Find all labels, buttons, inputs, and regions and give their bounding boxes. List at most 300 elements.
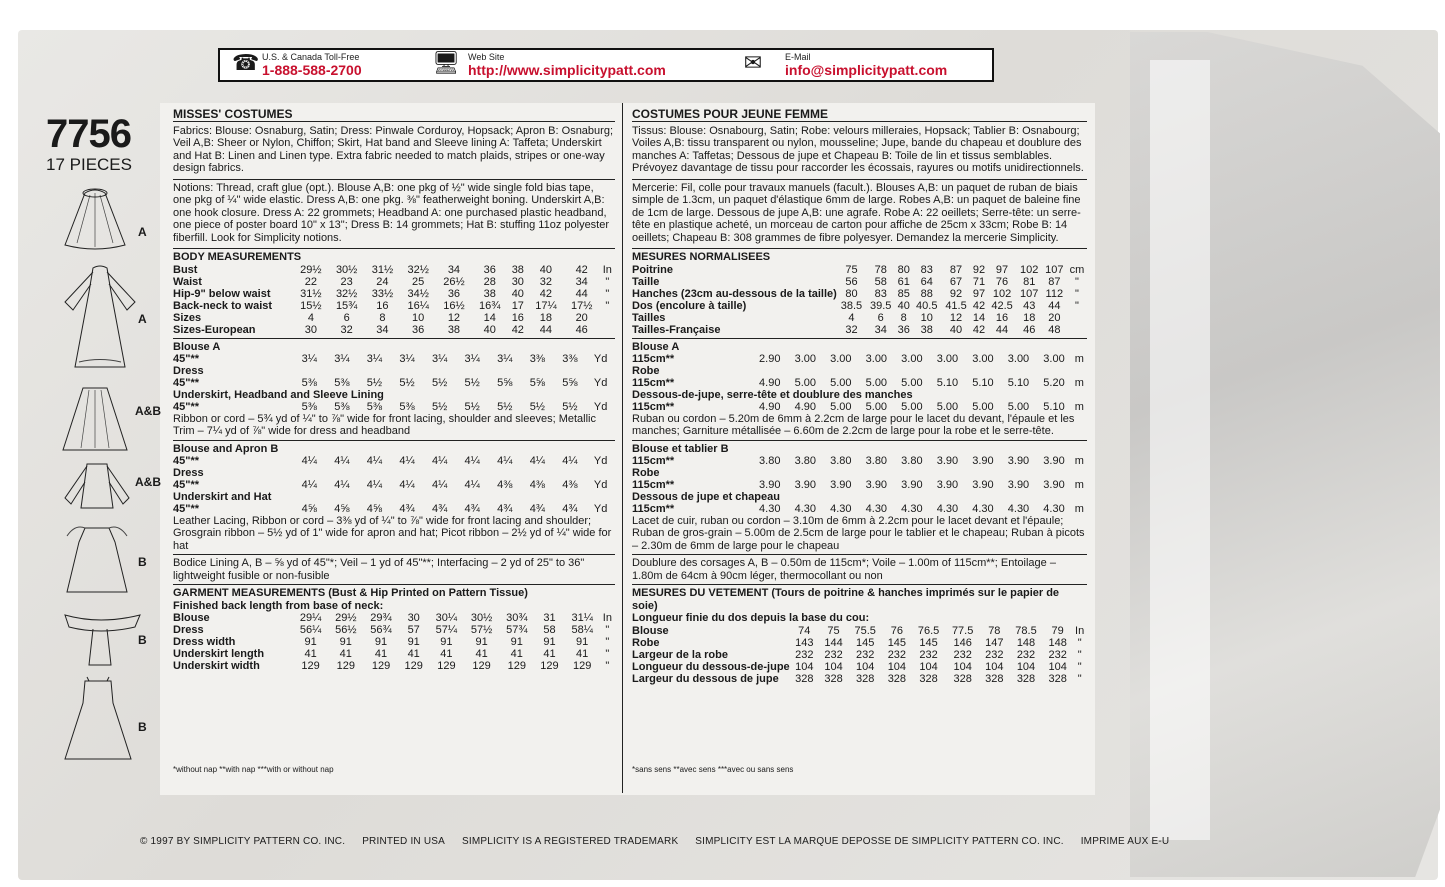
table-cell: 40 <box>897 299 910 312</box>
row-label: Blouse A <box>173 340 221 353</box>
view-label: A <box>138 225 147 239</box>
table-cell: 5½ <box>431 376 448 389</box>
row-width: 115cm** <box>632 400 675 413</box>
table-cell: 91 <box>543 636 556 648</box>
table-cell: 29½ <box>335 612 357 624</box>
yardage-a-table <box>173 341 615 413</box>
table-row <box>632 467 1087 479</box>
table-cell: 34 <box>447 263 461 276</box>
table-cell: 58 <box>874 275 887 288</box>
table-cell: 232 <box>795 648 814 661</box>
table-cell: 3.00 <box>794 352 816 365</box>
table-cell: 16¾ <box>479 299 501 312</box>
unit-cell: " <box>605 648 610 660</box>
table-row <box>173 443 615 455</box>
fabrics-text: Fabrics: Blouse: Osnaburg, Satin; Dress: Pinwale Corduroy, Hopsack; Apron B: Osnaburg; Veil A,B: Sheer or Nylon, Chiffon; Skirt, Hat band and Sleeve lining A: Taffeta; Underskirt and Hat B: Linen and Linen type. Extra fabric needed to match plaids, stripes or one-way design fabrics. <box>173 124 613 174</box>
table-cell: 5.10 <box>936 376 959 389</box>
table-cell: 76 <box>995 275 1009 288</box>
table-row <box>173 467 615 479</box>
unit-cell: cm <box>1069 263 1085 276</box>
table-cell: 104 <box>1016 660 1036 673</box>
table-cell: 80 <box>845 287 858 300</box>
underskirt-illustration <box>55 675 140 765</box>
table-cell: 32½ <box>335 287 358 300</box>
table-cell: 91 <box>374 636 388 648</box>
table-cell: 8 <box>379 311 386 324</box>
table-cell: 328 <box>856 672 875 685</box>
copyright: © 1997 BY SIMPLICITY PATTERN CO. INC. <box>140 836 346 847</box>
unit-cell <box>1067 324 1087 336</box>
row-width: 45"** <box>173 502 200 515</box>
web-label: Web Site <box>468 52 505 62</box>
table-cell: 4.30 <box>901 502 923 515</box>
table-cell: 76 <box>890 624 903 637</box>
table-cell: 4⅜ <box>497 478 513 491</box>
table-cell: 30 <box>304 323 317 336</box>
row-label: Poitrine <box>632 263 673 276</box>
unit-cell: " <box>605 636 610 648</box>
table-cell: 4¼ <box>366 454 383 467</box>
row-label: Largeur de la robe <box>632 648 728 661</box>
row-label: Hanches (23cm au-dessous de la taille) <box>632 287 837 300</box>
view-label: A&B <box>135 404 161 418</box>
view-label: B <box>138 555 147 569</box>
unit-cell: Yd <box>593 400 608 413</box>
table-row <box>173 288 615 300</box>
table-cell: 3.90 <box>936 478 959 491</box>
table-cell: 14 <box>483 311 496 324</box>
legal-footer <box>140 836 1183 847</box>
table-cell: 3.90 <box>936 454 959 467</box>
table-cell: 3¼ <box>464 352 480 365</box>
table-cell: 6 <box>877 311 884 324</box>
table-cell: 56¾ <box>370 624 392 636</box>
table-cell: 4.30 <box>759 502 781 515</box>
table-cell: 5.00 <box>794 376 816 389</box>
table-row <box>632 377 1087 389</box>
table-cell: 328 <box>1016 672 1036 685</box>
table-cell: 104 <box>887 660 907 673</box>
table-row <box>173 377 615 389</box>
row-width: 45"** <box>173 478 200 491</box>
unit-cell: " <box>1074 275 1079 288</box>
phone-label: U.S. & Canada Toll-Free <box>262 52 360 62</box>
table-cell: 97 <box>995 263 1009 276</box>
row-label: Taille <box>632 275 660 288</box>
row-label: Robe <box>632 466 660 479</box>
table-cell: 29¾ <box>370 612 392 624</box>
table-cell: 104 <box>856 660 875 673</box>
table-cell: 91 <box>475 636 488 648</box>
table-cell: 40 <box>511 287 524 300</box>
row-label: Largeur du dessous de jupe <box>632 672 779 685</box>
table-cell: 58 <box>543 624 556 636</box>
table-cell: 232 <box>985 648 1004 661</box>
unit-cell: In <box>1075 624 1085 637</box>
table-cell: 41 <box>510 648 523 660</box>
table-cell: 12 <box>447 311 461 324</box>
unit-cell: " <box>1077 648 1082 661</box>
table-cell: 5⅜ <box>334 376 350 389</box>
table-cell: 25 <box>412 275 425 288</box>
table-cell: 87 <box>1048 275 1061 288</box>
table-cell: 36 <box>447 287 461 300</box>
table-cell: 104 <box>1048 660 1067 673</box>
unit-cell: m <box>1074 478 1084 491</box>
view-label: B <box>138 720 147 734</box>
table-cell: 78 <box>874 263 887 276</box>
email-label: E-Mail <box>785 52 811 62</box>
table-cell: 14 <box>972 311 986 324</box>
table-row <box>632 401 1087 413</box>
row-label: Back-neck to waist <box>173 299 273 312</box>
lining-text: Doublure des corsages A, B – 0.50m de 115cm*; Voile – 1.00m of 115cm**; Entoilage – 1.80m de 64cm à 90cm léger, thermocollant ou non <box>632 557 1056 582</box>
table-cell: 5.10 <box>1043 400 1065 413</box>
table-cell: 232 <box>856 648 875 661</box>
table-cell: 3.00 <box>1043 352 1065 365</box>
table-cell: 5⅝ <box>497 376 513 389</box>
table-cell: 102 <box>1020 263 1039 276</box>
unit-cell <box>600 324 615 336</box>
table-row <box>173 660 615 672</box>
row-width: 45"** <box>173 454 200 467</box>
table-cell: 83 <box>920 263 933 276</box>
table-cell: 328 <box>953 672 972 685</box>
table-cell: 31½ <box>300 287 322 300</box>
table-row <box>632 479 1087 491</box>
row-label: Blouse <box>632 624 669 637</box>
table-cell: 38 <box>447 323 461 336</box>
table-cell: 41 <box>374 648 388 660</box>
table-row <box>173 491 615 503</box>
table-cell: 3.80 <box>794 454 816 467</box>
table-cell: 41 <box>543 648 556 660</box>
row-label: Dessous de jupe et chapeau <box>632 490 780 503</box>
table-cell: 145 <box>856 636 875 649</box>
table-cell: 74 <box>798 624 811 637</box>
table-row <box>632 455 1087 467</box>
table-row <box>173 324 615 336</box>
table-row <box>173 365 615 377</box>
table-cell: 15¾ <box>335 299 358 312</box>
row-width: 115cm** <box>632 376 675 389</box>
table-cell: 8 <box>900 311 907 324</box>
table-cell: 97 <box>972 287 986 300</box>
table-cell: 16¼ <box>407 299 429 312</box>
table-cell: 4¼ <box>431 454 448 467</box>
table-cell: 36 <box>412 323 425 336</box>
table-cell: 81 <box>1023 275 1036 288</box>
table-cell: 3.80 <box>759 454 781 467</box>
table-cell: 4.30 <box>865 502 888 515</box>
row-label: Blouse et tablier B <box>632 442 729 455</box>
table-cell: 3.90 <box>830 478 852 491</box>
row-label: Waist <box>173 275 202 288</box>
web-link[interactable]: http://www.simplicitypatt.com <box>468 62 666 78</box>
table-cell: 15½ <box>300 299 322 312</box>
table-cell: 104 <box>795 660 814 673</box>
row-label: Sizes-European <box>173 323 256 336</box>
table-cell: 91 <box>407 636 420 648</box>
dress-b-illustration <box>55 522 140 597</box>
table-cell: 328 <box>919 672 938 685</box>
table-cell: 5½ <box>399 376 415 389</box>
table-cell: 34½ <box>407 287 429 300</box>
table-cell: 3.90 <box>1007 454 1030 467</box>
table-cell: 46 <box>575 323 588 336</box>
table-row <box>632 673 1087 685</box>
table-cell: 104 <box>953 660 972 673</box>
table-cell: 36 <box>897 323 910 336</box>
table-cell: 38 <box>483 287 496 300</box>
unit-cell: In <box>602 263 612 276</box>
unit-cell: " <box>605 275 610 288</box>
table-cell: 5.00 <box>1007 400 1030 413</box>
table-cell: 92 <box>972 263 986 276</box>
table-cell: 26½ <box>443 275 465 288</box>
row-label: Robe <box>632 636 660 649</box>
table-row <box>632 365 1087 377</box>
table-cell: 5⅜ <box>301 400 317 413</box>
table-row <box>173 341 615 353</box>
unit-cell: m <box>1074 502 1084 515</box>
envelope-tape <box>1150 60 1210 840</box>
table-cell: 4 <box>307 311 314 324</box>
table-cell: 5⅜ <box>334 400 350 413</box>
garment-subtitle: Longueur finie du dos depuis la base du cou: <box>632 612 870 624</box>
table-cell: 4⅝ <box>366 502 383 515</box>
table-cell: 143 <box>795 636 814 649</box>
table-cell: 5.00 <box>901 400 923 413</box>
table-cell: 3.90 <box>1043 478 1065 491</box>
table-cell: 44 <box>995 323 1009 336</box>
table-row <box>632 637 1087 649</box>
column-divider <box>622 103 623 793</box>
table-cell: 129 <box>404 660 423 672</box>
table-cell: 2.90 <box>759 352 781 365</box>
table-cell: 146 <box>953 636 972 649</box>
table-cell: 22 <box>304 275 317 288</box>
table-row <box>632 503 1087 515</box>
table-cell: 42 <box>972 299 986 312</box>
body-measurements-table <box>173 264 615 336</box>
table-cell: 23 <box>340 275 353 288</box>
unit-cell: m <box>1074 376 1084 389</box>
table-cell: 144 <box>824 636 843 649</box>
email-link[interactable]: info@simplicitypatt.com <box>785 62 948 78</box>
section-title: MISSES' COSTUMES <box>173 108 615 122</box>
table-cell: 41 <box>304 648 317 660</box>
table-cell: 3¼ <box>497 352 513 365</box>
yardage-b-table <box>632 443 1087 515</box>
table-cell: 5.00 <box>901 376 923 389</box>
unit-cell: Yd <box>593 502 608 515</box>
table-cell: 3.00 <box>830 352 852 365</box>
table-cell: 91 <box>510 636 523 648</box>
email-icon: ✉ <box>743 50 763 75</box>
table-row <box>632 443 1087 455</box>
unit-cell: " <box>605 299 610 312</box>
table-row <box>173 389 615 401</box>
table-cell: 4¼ <box>399 478 415 491</box>
table-cell: 3¼ <box>334 352 350 365</box>
table-cell: 41 <box>339 648 352 660</box>
table-cell: 5.20 <box>1043 376 1065 389</box>
body-measurements-title: MESURES NORMALISEES <box>632 251 771 263</box>
table-cell: 83 <box>874 287 887 300</box>
table-cell: 5.00 <box>936 400 959 413</box>
yardage-b-table <box>173 443 615 515</box>
table-cell: 4.90 <box>794 400 816 413</box>
table-cell: 5½ <box>464 400 480 413</box>
row-label: Dos (encolure à taille) <box>632 299 747 312</box>
notions-text: Notions: Thread, craft glue (opt.). Blouse A,B: one pkg of ½" wide single fold bias tape, one pkg of ¼" wide elastic. Dress A,B: one pkg. ⅜" featherweight boning. Underskirt A,B: one hook closure. Dress A: 22 grommets; Headband A: one purchased plastic headband, one piece of poster board 10" x 13"; Dress B: 14 grommets; Hat B: stuffing 11oz polyester fiberfill. Look for Simplicity notions. <box>173 181 610 244</box>
lining-text: Bodice Lining A, B – ⅝ yd of 45"*; Veil – 1 yd of 45"**; Interfacing – 2 yd of 25" to 36" lightweight fusible or non-fusible <box>173 557 585 582</box>
table-row <box>632 264 1087 276</box>
notions-text: Mercerie: Fil, colle pour travaux manuels (facult.). Blouses A,B: un paquet de ruban de biais simple de 1.3cm, un paquet d'élastique 6mm de large. Robes A,B: un paquet de baleine fine de 1cm de large. Dessous de jupe A,B: une agrafe. Robe A: 22 oeillets; Serre-tête: un serre-tête en plastique acheté, un morceau de carton pour affiche de 25cm x 33cm; Robe B: 14 oeillets; Chapeau B: 308 grammes de fibre polyesyer. Demandez la mercerie Simplicity. <box>632 181 1081 244</box>
table-cell: 43 <box>1023 299 1036 312</box>
table-cell: 129 <box>572 660 592 672</box>
table-cell: 328 <box>887 672 907 685</box>
table-cell: 38 <box>920 323 933 336</box>
table-cell: 4¾ <box>464 502 480 515</box>
table-cell: 328 <box>985 672 1004 685</box>
table-cell: 104 <box>985 660 1004 673</box>
table-cell: 232 <box>824 648 843 661</box>
table-cell: 57¾ <box>506 624 528 636</box>
view-label: B <box>138 633 147 647</box>
table-cell: 3¼ <box>431 352 448 365</box>
table-row <box>173 264 615 276</box>
phone-number[interactable]: 1-888-588-2700 <box>262 62 362 78</box>
row-label: Dress width <box>173 636 236 648</box>
table-cell: 44 <box>1048 299 1061 312</box>
table-cell: 3⅜ <box>562 352 578 365</box>
table-cell: 4.30 <box>1043 502 1065 515</box>
section-title: COSTUMES POUR JEUNE FEMME <box>632 108 1087 122</box>
table-cell: 32 <box>539 275 553 288</box>
table-cell: 56 <box>845 275 858 288</box>
veil-illustration <box>55 185 135 255</box>
table-cell: 4.30 <box>830 502 852 515</box>
unit-cell: " <box>605 660 610 672</box>
table-row <box>173 401 615 413</box>
table-cell: 5⅜ <box>399 400 415 413</box>
table-cell: 31 <box>543 612 556 624</box>
french-column <box>632 108 1087 685</box>
table-cell: 3.80 <box>830 454 852 467</box>
table-cell: 148 <box>1016 636 1036 649</box>
unit-cell: Yd <box>593 478 608 491</box>
row-label: Blouse A <box>632 340 680 353</box>
table-cell: 107 <box>1020 287 1039 300</box>
table-row <box>632 661 1087 673</box>
table-cell: 88 <box>920 287 933 300</box>
blouse-illustration <box>55 458 140 518</box>
table-cell: 129 <box>472 660 491 672</box>
table-cell: 4¼ <box>334 478 350 491</box>
table-cell: 39.5 <box>870 299 892 312</box>
piece-count: 17 PIECES <box>46 155 132 174</box>
table-cell: 79 <box>1051 624 1064 637</box>
row-label: Blouse <box>173 612 210 624</box>
table-row <box>632 300 1087 312</box>
table-cell: 3.00 <box>1007 352 1030 365</box>
table-cell: 129 <box>540 660 559 672</box>
table-cell: 104 <box>919 660 938 673</box>
table-cell: 5⅝ <box>562 376 578 389</box>
computer-icon: 🖥 <box>432 50 460 75</box>
table-cell: 4¼ <box>464 478 480 491</box>
view-label: A <box>138 312 147 326</box>
table-cell: 5.00 <box>830 400 852 413</box>
table-cell: 76.5 <box>917 624 940 637</box>
table-cell: 41 <box>576 648 589 660</box>
table-cell: 4.30 <box>972 502 994 515</box>
table-cell: 5½ <box>497 400 513 413</box>
table-cell: 29½ <box>300 263 322 276</box>
table-cell: 18 <box>539 311 553 324</box>
table-cell: 4.90 <box>759 400 781 413</box>
table-cell: 18 <box>1023 311 1036 324</box>
table-cell: 232 <box>887 648 907 661</box>
table-cell: 42 <box>511 323 524 336</box>
table-cell: 38.5 <box>840 299 863 312</box>
table-cell: 56½ <box>335 624 357 636</box>
row-label: Longueur du dessous-de-jupe <box>632 660 790 673</box>
table-cell: 4 <box>848 311 855 324</box>
table-row <box>173 312 615 324</box>
table-cell: 3.90 <box>759 478 781 491</box>
garment-measurements-table <box>632 625 1087 685</box>
table-cell: 4¾ <box>497 502 513 515</box>
table-cell: 57½ <box>470 624 493 636</box>
apron-illustration <box>55 605 150 670</box>
row-width: 115cm** <box>632 454 675 467</box>
table-cell: 91 <box>440 636 453 648</box>
table-row <box>173 612 615 624</box>
unit-cell: Yd <box>593 352 608 365</box>
unit-cell: " <box>1077 672 1082 685</box>
unit-cell: Yd <box>593 376 608 389</box>
table-cell: 3¼ <box>366 352 383 365</box>
table-cell: 80 <box>897 263 910 276</box>
table-cell: 5.10 <box>1007 376 1030 389</box>
table-cell: 31¼ <box>571 612 593 624</box>
unit-cell: " <box>605 287 610 300</box>
table-cell: 4¾ <box>399 502 415 515</box>
table-cell: 78.5 <box>1015 624 1037 637</box>
table-cell: 41 <box>440 648 453 660</box>
table-cell: 32 <box>340 323 353 336</box>
table-cell: 17 <box>511 299 524 312</box>
row-label: Bust <box>173 263 198 276</box>
table-cell: 17¼ <box>535 299 557 312</box>
table-cell: 5½ <box>562 400 578 413</box>
table-cell: 4¼ <box>562 454 578 467</box>
table-cell: 3.90 <box>865 478 888 491</box>
table-cell: 34 <box>376 323 389 336</box>
table-cell: 3.80 <box>901 454 923 467</box>
table-cell: 56¼ <box>299 624 322 636</box>
table-cell: 46 <box>1023 323 1036 336</box>
table-cell: 57¼ <box>435 624 458 636</box>
table-cell: 4.90 <box>759 376 781 389</box>
table-cell: 75.5 <box>854 624 876 637</box>
yardage-a-table <box>632 341 1087 413</box>
table-cell: 5.00 <box>865 400 888 413</box>
table-cell: 91 <box>339 636 352 648</box>
